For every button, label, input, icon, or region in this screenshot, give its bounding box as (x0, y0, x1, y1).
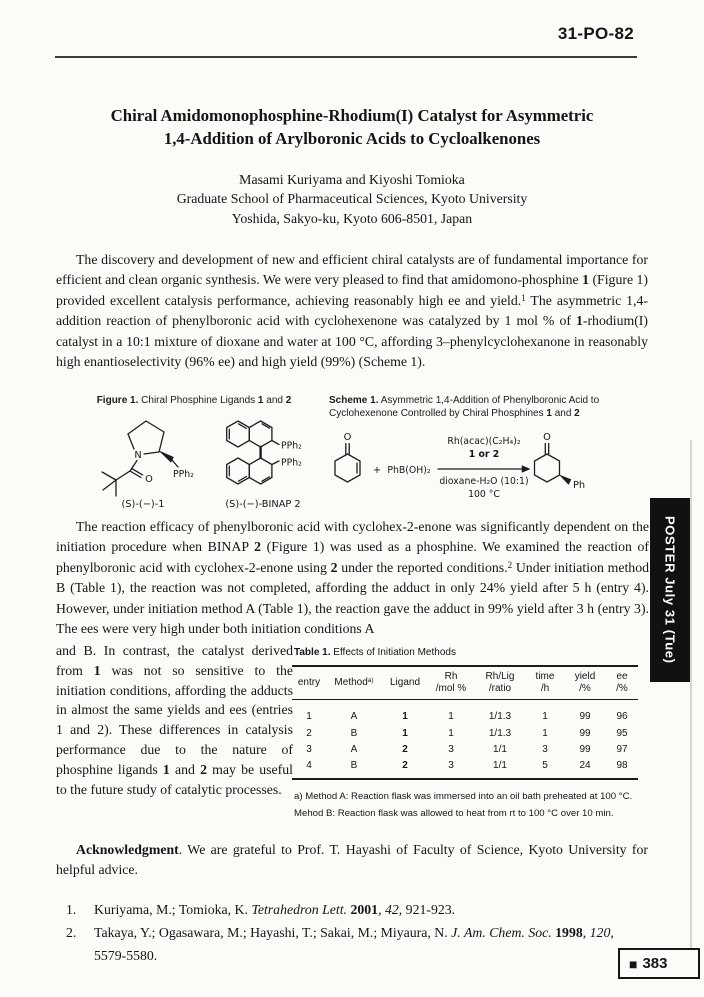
paper-title (56, 104, 648, 150)
header-rule (55, 56, 637, 58)
scheme1-reaction-drawing (330, 426, 600, 504)
author-block (56, 170, 648, 228)
oxygen-label-3: O (543, 432, 551, 443)
paragraph-1: The discovery and development of new and efficient chiral catalysts are of fundamental importance for efficient and clean organic synthesis. We were very pleased to find that amidomono-phosphine 1 (Figure 1) provided excellent catalysis performance, achieving reasonably high ee and yield.$^1$ The asymmetric 1,4-addition reaction of phenylboronic acid with cyclohexenone was catalyzed by 1 mol % of 1-rhodium(I) catalyst in a 10:1 mixture of dioxane and water at 100 °C, affording 3–phenylcyclohexanone in reasonably high enantioselectivity (96% ee) and high yield (99%) (Scheme 1). (56, 252, 649, 370)
reference-1-text: Kuriyama, M.; Tomioka, K. Tetrahedron Lett. 2001, 42, 921-923. (94, 902, 456, 917)
compound-1-label: (S)-(−)-1 (121, 499, 165, 510)
phenylboronic-acid-label: PhB(OH)₂ (387, 465, 431, 476)
col-yield: yield /% (564, 666, 606, 700)
reference-2 (66, 921, 646, 967)
footnote-line1: a) Method A: Reaction flask was immersed into an oil bath preheated at 100 °C. (294, 791, 633, 803)
page-number-square-icon: ■ (629, 955, 638, 972)
footnote-line2: Mehod B: Reaction flask was allowed to heat from rt to 100 °C over 10 min. (294, 808, 614, 820)
structure-1-drawing (102, 421, 194, 510)
table1-footnote (294, 789, 638, 823)
col-time: time /h (526, 666, 564, 700)
structure-2-drawing (225, 421, 302, 510)
oxygen-label-2: O (343, 432, 352, 443)
reference-1-number: 1. (66, 902, 77, 917)
poster-session-tab (650, 498, 690, 682)
table1-caption: Table 1. Effects of Initiation Methods (294, 647, 456, 658)
author-address: Yoshida, Sakyo-ku, Kyoto 606-8501, Japan (231, 210, 473, 226)
cyclohexenone-drawing (335, 432, 360, 482)
oxygen-label-1: O (145, 474, 153, 485)
table-row: 3 A 2 3 1/1 3 99 97 (306, 743, 628, 755)
left-column-paragraph: and B. In contrast, the catalyst derived from 1 was not so sensitive to the initiation conditions, affording the adducts in almost the same yields and ees (entries 1 and 2). These differences in catalysis performance due to the nature of phosphine ligands 1 and 2 may be useful to the future study of catalytic processes. (56, 643, 293, 797)
page-number-box (618, 948, 700, 979)
table1 (292, 665, 638, 780)
reaction-arrow (438, 466, 530, 473)
title-line-1: Chiral Amidomonophosphine-Rhodium(I) Catalyst for Asymmetric (110, 106, 594, 125)
col-ligand: Ligand (382, 666, 428, 700)
plus-sign: + (372, 465, 382, 476)
catalyst-label: Rh(acac)(C₂H₄)₂ (447, 436, 521, 447)
col-ee: ee /% (606, 666, 638, 700)
pph2-label-2: PPh₂ (281, 440, 302, 452)
reference-2-number: 2. (66, 925, 77, 940)
paragraph-2: The reaction efficacy of phenylboronic acid with cyclohex-2-enone was significantly dependent on the initiation procedure when BINAP 2 (Figure 1) was used as a phosphine. We examined the reaction of phenylboronic acid with cyclohex-2-enone using 2 under the reported conditions.$^2$ Under initiation method B (Table 1), the reaction was not completed, affording the adduct in only 24% yield after 5 h (entry 4). However, under initiation method A (Table 1), the reaction gave the adduct in 99% yield after 3 h (entry 3). The ees were very high under both initiation conditions A (56, 519, 649, 637)
reference-1 (66, 898, 646, 921)
author-affiliation: Graduate School of Pharmaceutical Sciences, Kyoto University (176, 191, 528, 207)
poster-code: 31-PO-82 (557, 24, 634, 43)
ligand-choice-label: 1 or 2 (468, 449, 500, 460)
figure1-structures-drawing (60, 408, 328, 510)
solvent-label: dioxane-H₂O (10:1) (439, 476, 529, 487)
product-drawing (535, 432, 586, 491)
pph2-label-3: PPh₂ (281, 457, 302, 469)
scheme1-caption (329, 395, 651, 420)
scheme1-caption-line1: Scheme 1. Asymmetric 1,4-Addition of Phenylboronic Acid to (329, 395, 600, 406)
compound-2-label: (S)-(−)-BINAP 2 (225, 499, 301, 510)
table1-body (292, 700, 638, 780)
table-row: 1 A 1 1 1/1.3 1 99 96 (306, 711, 628, 723)
table-row: 2 B 1 1 1/1.3 1 99 95 (306, 727, 628, 739)
page-number: 383 (642, 955, 668, 972)
temperature-label: 100 °C (468, 489, 500, 500)
reference-2-text: Takaya, Y.; Ogasawara, M.; Hayashi, T.; Sakai, M.; Miyaura, N. J. Am. Chem. Soc. 1998, 120, 5579-5580. (94, 925, 614, 963)
table1-header (292, 666, 638, 700)
author-names: Masami Kuriyama and Kiyoshi Tomioka (239, 172, 465, 187)
col-rh: Rh /mol % (428, 666, 474, 700)
figure1-caption: Figure 1. Chiral Phosphine Ligands 1 and 2 (96, 395, 292, 406)
pph2-label-1: PPh₂ (173, 469, 194, 480)
table1-zone (292, 647, 638, 823)
scheme1-caption-line2: Cyclohexenone Controlled by Chiral Phosphines 1 and 2 (329, 407, 580, 419)
page-edge-line (690, 440, 692, 950)
phenyl-label: Ph (573, 480, 586, 491)
col-ratio: Rh/Lig /ratio (474, 666, 526, 700)
title-line-2: 1,4-Addition of Arylboronic Acids to Cycloalkenones (163, 129, 541, 148)
col-entry: entry (292, 666, 326, 700)
acknowledgment: Acknowledgment. We are grateful to Prof. T. Hayashi of Faculty of Science, Kyoto University for helpful advice. (56, 842, 648, 878)
nitrogen-label: N (134, 450, 142, 461)
poster-session-tab-label: POSTER July 31 (Tue) (662, 516, 678, 664)
references (66, 898, 646, 967)
table-row: 4 B 2 3 1/1 5 24 98 (292, 758, 638, 780)
col-method: Method$^{a)}$ (326, 666, 382, 700)
